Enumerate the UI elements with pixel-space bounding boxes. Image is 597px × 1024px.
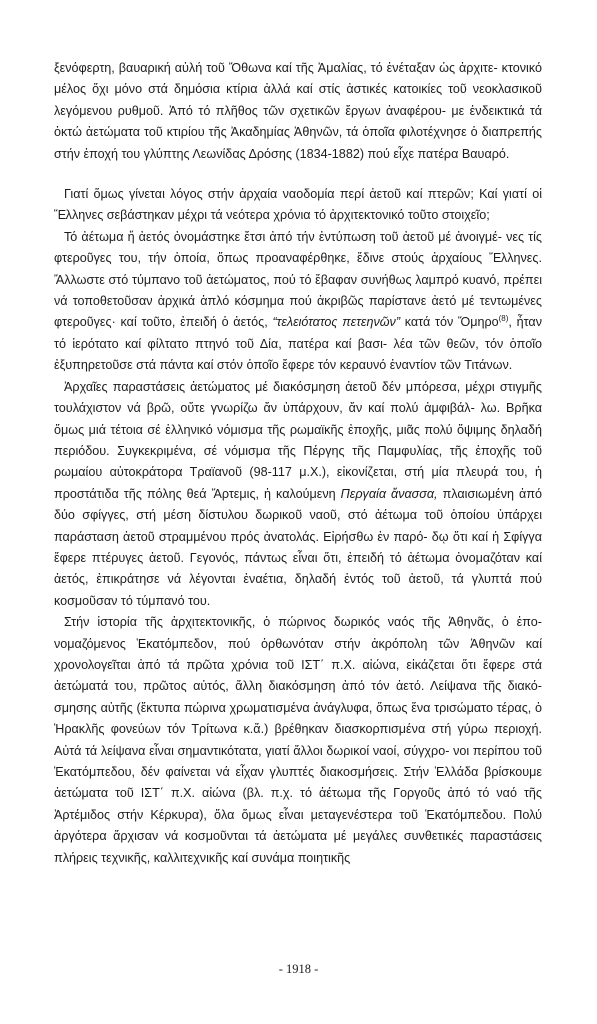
paragraph-5 bbox=[54, 612, 542, 869]
text-segment: Ἀρχαῖες παραστάσεις ἀετώματος μέ διακόσμηση ἀετοῦ δέν μπόρεσα, μέχρι στιγμῆς τουλάχιστον νά βρῶ, οὔτε γνωρίζω ἄν ὑπάρχουν, ἄν καί πολύ ἀμφιβάλ- λω. Βρῆκα ὅμως μιά τέτοια σέ ἑλληνικό νόμισμα τῆς ρωμαϊκῆς ἐποχῆς, μιᾶς πολύ ὄψιμης δηλαδή περιόδου. Συγκεκριμένα, σέ νόμισμα τῆς Πέργης τῆς Παμφυλίας, τῆς ἐποχῆς τοῦ ρωμαίου αὐτοκράτορα Τραϊανοῦ (98-117 μ.Χ.), εἰκονίζεται, στή μία πλευρά του, ἡ προστάτιδα τῆς πόλης θεά Ἄρτεμις, ἡ καλούμενη bbox=[54, 379, 542, 501]
text-segment: , ἦταν τό ἱερότατο καί φίλτατο πτηνό τοῦ Δία, πατέρα καί βασι- λέα τῶν θεῶν, τόν ὁποῖο ἐξυπηρετοῦσε στά πάντα καί στόν ὁποῖο ἔφερε τόν κεραυνό ἐναντίον τῶν Τιτάνων. bbox=[54, 315, 543, 373]
text-segment: Γιατί ὅμως γίνεται λόγος στήν ἀρχαία ναοδομία περί ἀετοῦ καί πτερῶν; Καί γιατί οἱ Ἕλληνες σεβάστηκαν μέχρι τά νεότερα χρόνια τό ἀρχιτεκτονικό τοῦτο στοιχεῖο; bbox=[54, 187, 542, 223]
text-segment: ξενόφερτη, βαυαρική αὐλή τοῦ Ὄθωνα καί τῆς Ἀμαλίας, τό ἐνέταξαν ὡς ἀρχιτε- κτονικό μέλος ὄχι μόνο στά δημόσια κτίρια ἀλλά καί στίς ἀστικές κατοικίες τοῦ νεοκλασικοῦ λεγόμενου ρυθμοῦ. Ἀπό τό πλῆθος τῶν σχετικῶν ἔργων ἀναφέρου- με ἐνδεικτικά τά ὀκτώ ἀετώματα τοῦ κτιρίου τῆς Ἀκαδημίας Ἀθηνῶν, τά ὁποῖα φιλοτέχνησε ὁ διαπρεπής στήν ἐποχή του γλύπτης Λεωνίδας Δρόσης (1834-1882) πού εἶχε πατέρα Βαυαρό. bbox=[54, 61, 542, 161]
paragraph-gap bbox=[54, 165, 542, 184]
italic-phrase: Περγαία ἄνασσα, bbox=[340, 486, 438, 501]
paragraph-4 bbox=[54, 377, 542, 612]
paragraph-2 bbox=[54, 184, 542, 227]
page-number: - 1918 - bbox=[278, 962, 319, 976]
quoted-epithet: “τελειότατος πετεηνῶν” bbox=[272, 315, 401, 330]
text-segment: Στήν ἱστορία τῆς ἀρχιτεκτονικῆς, ὁ πώρινος δωρικός ναός τῆς Ἀθηνᾶς, ὁ ἐπο- νομαζόμενος Ἑκατόμπεδον, πού ὀρθωνόταν στήν ἀκρόπολη τῶν Ἀθηνῶν καί χρονολογεῖται ἀπό τά πρῶτα χρόνια τοῦ ΙΣΤ΄ π.Χ. αἰώνα, εἰκάζεται ὅτι ἔφερε στά ἀετώματά του, πρῶτος αὐτός, ἄλλη διακόσμηση ἀπό τόν ἀετό. Λείψανα τῆς διακό- σμησης αὐτῆς (ἔκτυπα πώρινα χρωματισμένα ἀνάγλυφα, ὅπως ἕνα τρισώματο τέρας, ὁ Ἡρακλῆς φονεύων τόν Τρίτωνα κ.ἄ.) βρέθηκαν διασκορπισμένα στή γύρω περιοχή. Αὐτά τά λείψανα εἶναι σημαντικότατα, γιατί ἄλλοι δωρικοί ναοί, σύγχρο- νοι περίπου τοῦ Ἑκατόμπεδου, δέν φαίνεται νά εἶχαν γλυπτές διακοσμήσεις. Στήν Ἑλλάδα βρίσκουμε ἀετώματα τοῦ ΙΣΤ΄ π.Χ. αἰώνα (βλ. π.χ. τό ἀέτωμα τῆς Γοργοῦς ἀπό τό ναό τῆς Ἀρτέμιδος στήν Κέρκυρα), ὅλα ὅμως εἶναι μεταγενέστερα τοῦ Ἑκατόμπεδου. Πολύ ἀργότερα ἄρχισαν νά κοσμοῦνται τά ἀετώματα μέ μεγάλες συνθετικές παραστάσεις πλήρεις τεχνικῆς, καλλιτεχνικῆς καί συνάμα ποιητικῆς bbox=[54, 615, 542, 865]
paragraph-3 bbox=[54, 227, 542, 377]
footnote-marker: (8) bbox=[498, 314, 509, 324]
text-segment: Τό ἀέτωμα ἤ ἀετός ὀνομάστηκε ἔτσι ἀπό τήν ἐντύπωση τοῦ ἀετοῦ μέ ἀνοιγμέ- νες τίς φτεροῦγες του, τήν ὁποία, ὅπως προαναφέρθηκε, ἔδινε στούς ἀρχαίους Ἕλληνες. Ἄλλωστε στό τύμπανο τοῦ ἀετώματος, πού τό ἔβαφαν συνήθως λαμπρό κυανό, πρέπει νά τοποθετοῦσαν ἀρχικά ἁπλό κόσμημα πού ἀκριβῶς παρίστανε ἀετό μέ τεντωμένες φτεροῦγες· καί τοῦτο, ἐπειδή ὁ ἀετός, bbox=[54, 229, 542, 330]
text-segment: κατά τόν Ὅμηρο bbox=[400, 315, 499, 330]
paragraph-1 bbox=[54, 58, 542, 165]
page-body bbox=[54, 58, 542, 869]
text-segment: πλαισιωμένη ἀπό δύο σφίγγες, στή μέση δίστυλου δωρικοῦ ναοῦ, στό ἀέτωμα τοῦ ὁποίου ὑπάρχει παράσταση ἀετοῦ στραμμένου πρός ἀνατολάς. Εἰρήσθω ἐν παρό- δῳ ὅτι καί ἡ Σφίγγα ἔφερε πτέρυγες ἀετοῦ. Γεγονός, πάντως εἶναι ὅτι, ἐπειδή τό ἀέτωμα ὀνομαζόταν καί ἀετός, ἐπικράτησε νά λέγονται ἐναέτια, δηλαδή ἐντός τοῦ ἀετοῦ, τά γλυπτά πού κοσμοῦσαν τό τύμπανό του. bbox=[54, 486, 543, 608]
